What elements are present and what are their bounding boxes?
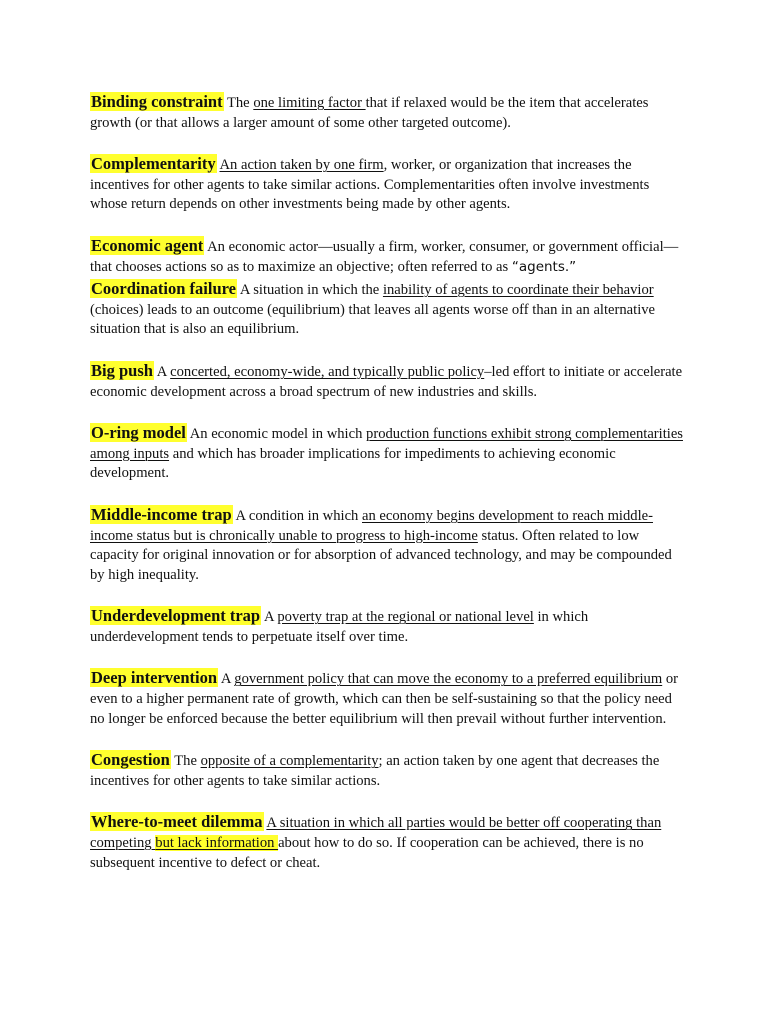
glossary-term: Economic agent: [91, 235, 204, 255]
definition-text: A: [153, 363, 171, 380]
underlined-phrase: one limiting factor: [253, 95, 366, 111]
underlined-phrase: An action taken by one firm: [219, 157, 384, 174]
glossary-entry-congestion: [90, 750, 690, 791]
definition-text: An economic model in which: [186, 426, 367, 443]
definition-text: A condition in which: [232, 507, 362, 524]
glossary-term: Middle-income trap: [91, 504, 232, 524]
definition-text: ; an action taken by one agent that decreases the incentives for other agents to take similar actions.: [90, 753, 660, 789]
definition-text: A: [261, 609, 278, 626]
underlined-phrase: inability of agents to coordinate their behavior: [382, 282, 654, 299]
glossary-term: Congestion: [91, 750, 170, 770]
definition-text: that if relaxed would be the item that accelerates growth (or that allows a larger amount of some other targeted outcome).: [90, 95, 649, 131]
glossary-term: Deep intervention: [91, 668, 218, 688]
definition-text: in which underdevelopment tends to perpetuate itself over time.: [90, 609, 589, 645]
glossary-entry-complementarity: [90, 154, 690, 215]
underlined-phrase: production functions exhibit strong complementarities among inputs: [90, 426, 683, 462]
underlined-phrase: A situation in which all parties would be better off cooperating than competing: [90, 815, 662, 852]
glossary-term: Complementarity: [91, 154, 216, 174]
glossary-entry-underdevelopment-trap: [90, 606, 690, 647]
glossary-entry-o-ring-model: [90, 423, 690, 484]
underlined-phrase: government policy that can move the economy to a preferred equilibrium: [234, 671, 663, 688]
underlined-phrase: poverty trap at the regional or national level: [277, 609, 534, 626]
definition-text: about how to do so. If cooperation can be achieved, there is no subsequent incentive to defect or cheat.: [90, 835, 644, 871]
glossary-term: O-ring model: [91, 423, 186, 443]
underlined-phrase: an economy begins development to reach middle-income status but is chronically unable to progress to high-income: [90, 507, 653, 544]
definition-text: , worker, or organization that increases the incentives for other agents to take similar actions. Complementarities often involve investments whose return depends on other investments being made by other agents.: [90, 157, 650, 213]
glossary-entry-economic-agent: [90, 236, 690, 277]
glossary-term: Binding constraint: [91, 92, 223, 111]
definition-text: The: [170, 753, 201, 770]
glossary-document: [90, 92, 690, 894]
glossary-entry-deep-intervention: [90, 668, 690, 729]
definition-text: status. Often related to low capacity for original innovation or for absorption of advanced technology, and may be compounded by high inequality.: [90, 527, 672, 583]
definition-text: “agents.”: [511, 258, 577, 275]
glossary-entry-where-to-meet-dilemma: [90, 812, 690, 873]
definition-text: –led effort to initiate or accelerate economic development across a broad spectrum of new industries and skills.: [90, 363, 683, 400]
definition-text: An economic actor—usually a firm, worker, consumer, or government official— that chooses actions so as to maximize an objective; often referred to as: [90, 238, 679, 275]
definition-text: The: [223, 95, 254, 111]
definition-text: A: [218, 671, 235, 688]
definition-text: (choices) leads to an outcome (equilibrium) that leaves all agents worse off than in an alternative situation that is also an equilibrium.: [90, 301, 656, 338]
glossary-entry-big-push: [90, 361, 690, 402]
glossary-term: Coordination failure: [91, 279, 236, 299]
definition-text: or even to a higher permanent rate of growth, which can then be self-sustaining so that the policy need no longer be enforced because the better equilibrium will then prevail without further intervention.: [90, 671, 679, 727]
highlighted-phrase: but lack information: [155, 835, 279, 852]
underlined-phrase: opposite of a complementarity: [200, 753, 379, 770]
definition-text: and which has broader implications for impediments to achieving economic development.: [90, 445, 616, 482]
glossary-term: Where-to-meet dilemma: [91, 812, 263, 832]
glossary-entry-coordination-failure: [90, 279, 690, 340]
underlined-phrase: concerted, economy-wide, and typically public policy: [170, 363, 485, 380]
glossary-entry-middle-income-trap: [90, 505, 690, 585]
glossary-term: Big push: [91, 360, 153, 380]
glossary-entry-binding-constraint: [90, 92, 690, 133]
glossary-term: Underdevelopment trap: [91, 606, 261, 626]
definition-text: A situation in which the: [237, 282, 383, 299]
